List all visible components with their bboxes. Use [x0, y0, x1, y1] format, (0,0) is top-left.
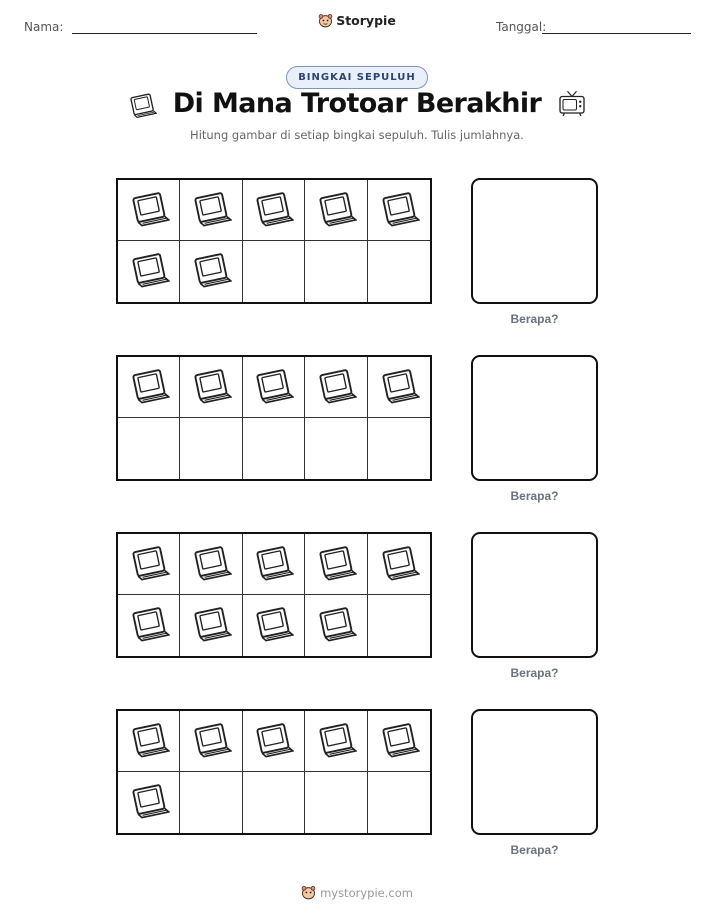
- ten-frame-cell: [243, 180, 305, 241]
- ten-frame-2: [116, 355, 432, 481]
- ten-frame-cell: [180, 534, 242, 595]
- ten-frame-cell: [305, 418, 367, 479]
- book-icon: [252, 541, 294, 588]
- ten-frame-cell: [305, 241, 367, 302]
- ten-frame-cell: [243, 241, 305, 302]
- answer-label-4: Berapa?: [510, 843, 559, 857]
- ten-frame-cell: [368, 241, 430, 302]
- book-icon: [128, 248, 170, 295]
- name-label: Nama:: [24, 20, 64, 34]
- answer-box-1[interactable]: [471, 178, 598, 304]
- brand-logo: [0, 13, 714, 28]
- ten-frame-cell: [118, 418, 180, 479]
- book-icon: [315, 602, 357, 649]
- mascot-icon: [318, 13, 333, 28]
- ten-frame-cell: [180, 180, 242, 241]
- ten-frame-cell: [118, 534, 180, 595]
- answer-label-2: Berapa?: [510, 489, 559, 503]
- answer-box-2[interactable]: [471, 355, 598, 481]
- answer-label-3: Berapa?: [510, 666, 559, 680]
- book-icon: [190, 364, 232, 411]
- ten-frame-cell: [368, 711, 430, 772]
- ten-frame-cell: [305, 595, 367, 656]
- book-icon: [190, 187, 232, 234]
- ten-frame-4: [116, 709, 432, 835]
- ten-frame-cell: [180, 772, 242, 833]
- ten-frame-cell: [118, 180, 180, 241]
- book-icon: [128, 541, 170, 588]
- book-icon: [378, 364, 420, 411]
- ten-frame-cell: [180, 711, 242, 772]
- answer-box-4[interactable]: [471, 709, 598, 835]
- date-label: Tanggal:: [496, 20, 547, 34]
- ten-frame-cell: [243, 711, 305, 772]
- book-icon: [378, 718, 420, 765]
- ten-frame-cell: [305, 357, 367, 418]
- book-icon: [315, 364, 357, 411]
- ten-frame-cell: [243, 357, 305, 418]
- book-icon: [128, 779, 170, 826]
- ten-frame-cell: [368, 180, 430, 241]
- ten-frame-cell: [305, 180, 367, 241]
- tv-icon: [557, 89, 587, 119]
- book-icon: [128, 364, 170, 411]
- ten-frame-cell: [118, 241, 180, 302]
- ten-frame-cell: [180, 357, 242, 418]
- page-title: Di Mana Trotoar Berakhir: [172, 88, 542, 119]
- brand-name: Storypie: [336, 13, 396, 28]
- book-icon: [190, 718, 232, 765]
- ten-frame-cell: [368, 595, 430, 656]
- ten-frame-cell: [305, 711, 367, 772]
- ten-frame-cell: [118, 772, 180, 833]
- ten-frame-cell: [243, 772, 305, 833]
- book-icon: [128, 718, 170, 765]
- footer-url: mystorypie.com: [320, 885, 413, 900]
- ten-frame-1: [116, 178, 432, 304]
- name-line[interactable]: [72, 33, 257, 34]
- ten-frame-cell: [180, 241, 242, 302]
- ten-frame-cell: [368, 418, 430, 479]
- answer-box-3[interactable]: [471, 532, 598, 658]
- ten-frame-cell: [243, 534, 305, 595]
- ten-frame-cell: [243, 595, 305, 656]
- ten-frame-cell: [305, 772, 367, 833]
- book-icon: [315, 541, 357, 588]
- footer: [0, 885, 714, 900]
- ten-frame-cell: [368, 534, 430, 595]
- date-line[interactable]: [542, 33, 691, 34]
- ten-frame-cell: [368, 772, 430, 833]
- book-icon: [252, 364, 294, 411]
- mascot-icon: [301, 885, 316, 900]
- ten-frame-cell: [118, 595, 180, 656]
- book-icon: [252, 187, 294, 234]
- ten-frame-cell: [180, 595, 242, 656]
- ten-frame-3: [116, 532, 432, 658]
- book-icon: [128, 602, 170, 649]
- book-icon: [252, 718, 294, 765]
- book-icon: [378, 541, 420, 588]
- ten-frame-cell: [118, 357, 180, 418]
- book-icon: [378, 187, 420, 234]
- ten-frame-cell: [368, 357, 430, 418]
- answer-label-1: Berapa?: [510, 312, 559, 326]
- book-icon: [252, 602, 294, 649]
- ten-frame-cell: [243, 418, 305, 479]
- book-icon: [190, 248, 232, 295]
- ten-frame-cell: [118, 711, 180, 772]
- ten-frame-cell: [180, 418, 242, 479]
- book-icon: [128, 187, 170, 234]
- ten-frame-cell: [305, 534, 367, 595]
- book-icon: [190, 602, 232, 649]
- instructions: Hitung gambar di setiap bingkai sepuluh. Tulis jumlahnya.: [190, 128, 524, 142]
- worksheet-type-badge: BINGKAI SEPULUH: [286, 66, 428, 89]
- book-icon: [127, 89, 157, 119]
- book-icon: [190, 541, 232, 588]
- book-icon: [315, 187, 357, 234]
- book-icon: [315, 718, 357, 765]
